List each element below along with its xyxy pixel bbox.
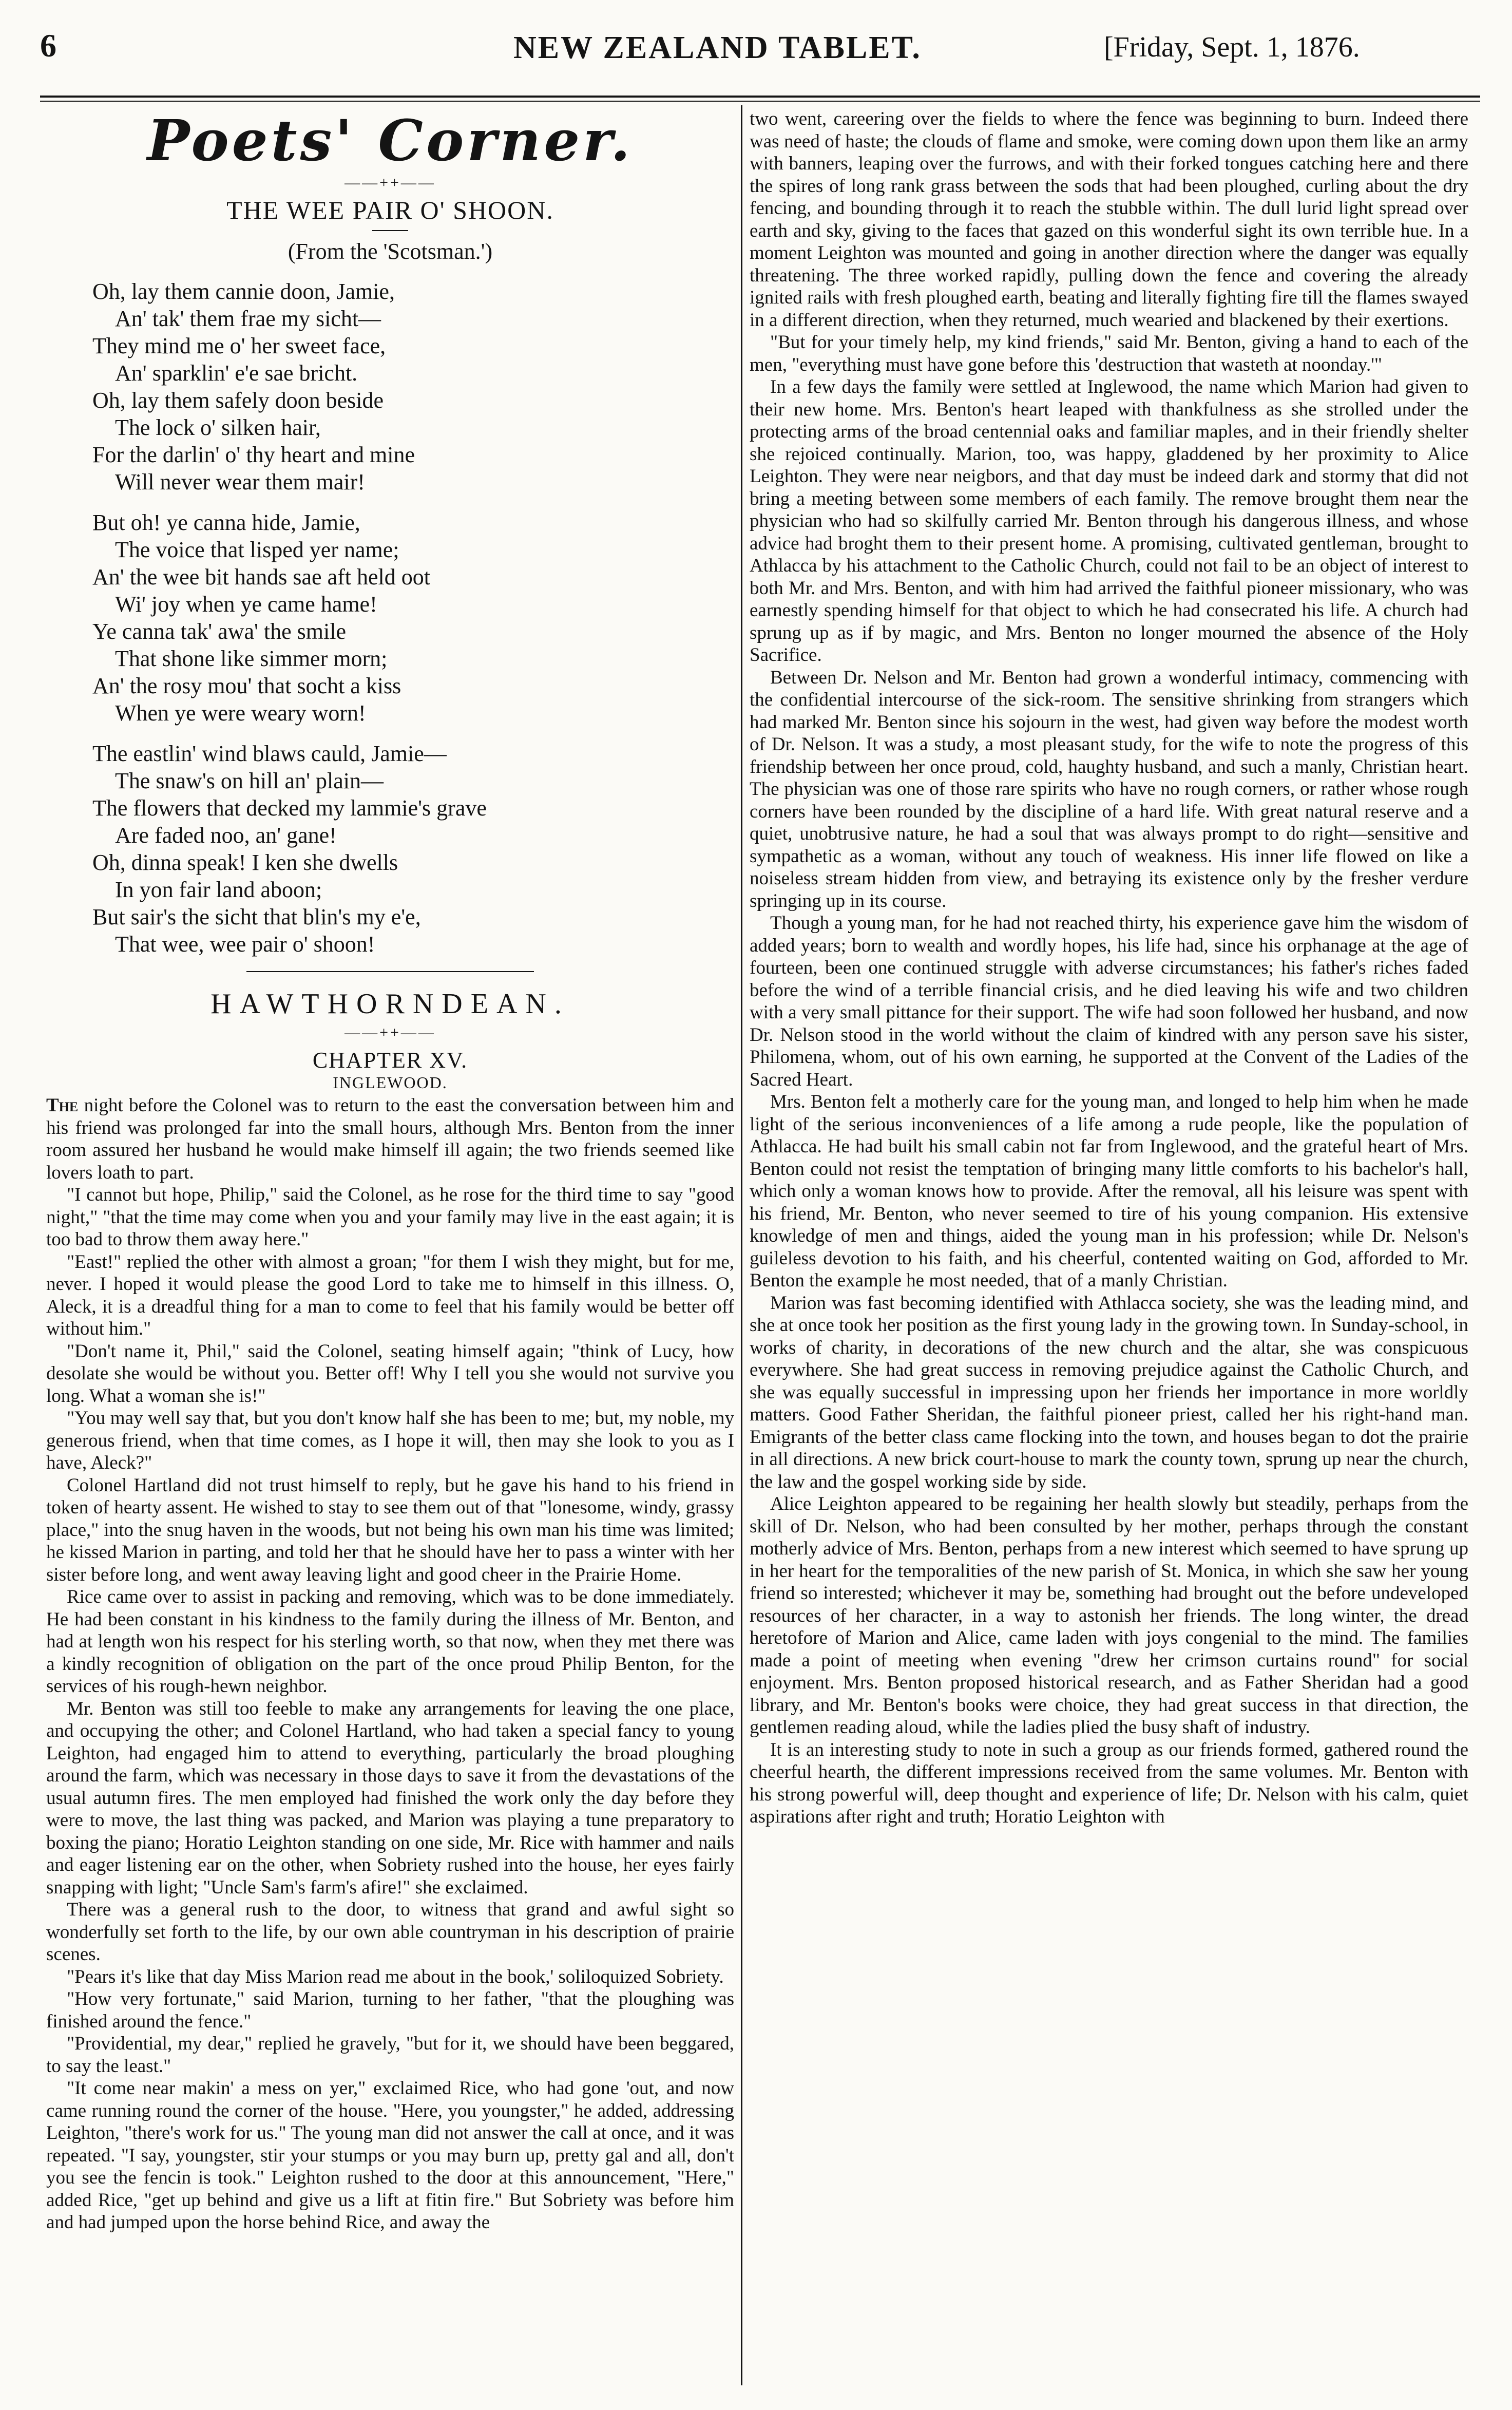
story-paragraph: "I cannot but hope, Philip," said the Colonel, as he rose for the third time to say "good night," "that the time may come when you and your family may live in the east again; it is too bad to throw them away here." bbox=[46, 1184, 734, 1250]
page-number: 6 bbox=[40, 27, 56, 64]
poem-line: Ye canna tak' awa' the smile bbox=[92, 619, 347, 644]
story-paragraph: "How very fortunate," said Marion, turning to her father, "that the ploughing was finished around the fence." bbox=[46, 1988, 734, 2032]
poem-line: The voice that lisped yer name; bbox=[115, 537, 399, 562]
poem-line: Oh, lay them safely doon beside bbox=[92, 388, 384, 413]
story-paragraph: "You may well say that, but you don't know half she has been to me; but, my noble, my generous friend, when that time comes, as I hope it will, then may she look to you as I have, Aleck?" bbox=[46, 1408, 734, 1473]
ornament-divider: ——++—— bbox=[344, 1024, 436, 1041]
story-paragraph: It is an interesting study to note in such a group as our friends formed, gathered round the cheerful hearth, the different impressions received from the same volumes. Mr. Benton with his strong powerful will, deep thought and experience of life; Dr. Nelson with his calm, quiet aspirations after right and truth; Horatio Leighton with bbox=[750, 1739, 1468, 1827]
story-paragraph: In a few days the family were settled at Inglewood, the name which Marion had given to their new home. Mrs. Benton's heart leaped with thankfulness as she strolled under the protecting arms of the broad centennial oaks and familiar maples, and in their friendly shelter she rejoiced continually. Marion, too, was happy, gladdened by her proximity to Alice Leighton. They were near neigbors, and that day must be indeed dark and stormy that did not bring a meeting between some members of each family. The remove brought them near the physician who had so skilfully carried Mr. Benton through his dangerous illness, and whose advice had broght them to their present home. A promising, cultivated gentleman, brought to Athlacca by his attachment to the Catholic Church, could not fail to be an object of interest to both Mr. and Mrs. Benton, and with him had arrived the faithful pioneer missionary, who was earnestly spending himself for that object to which he had consecrated his life. A church had sprung up as if by magic, and Mrs. Benton no longer mourned the absence of the Holy Sacrifice. bbox=[750, 376, 1468, 666]
poem-line: The eastlin' wind blaws cauld, Jamie— bbox=[92, 741, 447, 766]
issue-date: [Friday, Sept. 1, 1876. bbox=[1104, 31, 1360, 63]
story-paragraph: Though a young man, for he had not reached thirty, his experience gave him the wisdom of added years; born to wealth and wordly hopes, his life had, since his orphanage at the age of fourteen, been one continued struggle with adverse circumstances; his father's riches faded before the wind of a terrible financial crisis, and he died leaving his wife and two children with a very small pittance for their support. The wife had soon followed her husband, and now Dr. Nelson stood in the world without the claim of kindred with any person save his sister, Philomena, whom, out of his own earning, he supported at the Convent of the Ladies of the Sacred Heart. bbox=[750, 913, 1468, 1090]
poem-line: That shone like simmer morn; bbox=[115, 646, 388, 671]
header-rule-thin bbox=[40, 101, 1480, 102]
poem-line: An' sparklin' e'e sae bricht. bbox=[115, 360, 358, 386]
poem-line: That wee, wee pair o' shoon! bbox=[115, 932, 375, 957]
story-paragraph: Between Dr. Nelson and Mr. Benton had grown a wonderful intimacy, commencing with the confidential intercourse of the sick-room. The sensitive shrinking from strangers which had marked Mr. Benton since his sojourn in the west, had given way before the modest worth of Dr. Nelson. It was a study, a most pleasant study, for the wife to note the progress of this friendship between her once proud, cold, haughty husband, and such a manly, Christian heart. The physician was one of those rare spirits who have no rough corners, or rather whose rough corners have been rounded by the discipline of a hard life. With great natural reserve and a quiet, unobtrusive nature, he had a soul that was always prompt to do right—sensitive and sympathetic as a woman, without any touch of weakness. His inner life flowed on like a noiseless stream hidden from view, and betraying its existence only by the fresher verdure springing up in its course. bbox=[750, 667, 1468, 912]
poem-line: The snaw's on hill an' plain— bbox=[115, 768, 384, 793]
poem-line: The lock o' silken hair, bbox=[115, 415, 321, 440]
right-column bbox=[750, 108, 1468, 2383]
story-paragraph: "Providential, my dear," replied he gravely, "but for it, we should have been beggared, to say the least." bbox=[46, 2033, 734, 2077]
poem-line: Are faded noo, an' gane! bbox=[115, 823, 337, 848]
poem-line: Will never wear them mair! bbox=[115, 469, 365, 495]
story-paragraph: Rice came over to assist in packing and removing, which was to be done immediately. He had been constant in his kindness to the family during the illness of Mr. Benton, and had at length won his respect for his sterling worth, so that now, when they met there was a kindly recognition of obligation on the part of the once proud Philip Benton, for the services of his rough-hewn neighbor. bbox=[46, 1586, 734, 1697]
section-divider bbox=[246, 971, 534, 972]
chapter-heading: CHAPTER XV. bbox=[312, 1048, 468, 1073]
story-title: HAWTHORNDEAN. bbox=[210, 988, 570, 1020]
poem-line: Oh, lay them cannie doon, Jamie, bbox=[92, 279, 395, 304]
poem-stanza bbox=[92, 740, 734, 958]
story-paragraph: "East!" replied the other with almost a groan; "for them I wish they might, but for me, never. I hoped it would please the good Lord to take me to himself in this illness. O, Aleck, it is a dreadful thing for a man to come to feel that his family would be better off without him." bbox=[46, 1251, 734, 1339]
story-paragraph: two went, careering over the fields to where the fence was beginning to burn. Indeed there was need of haste; the clouds of flame and smoke, were coming down upon them like an army with banners, leaping over the furrows, and with their forked tongues catching here and there the spires of long rank grass between the sods that had been ploughed, curling about the dry fencing, and bounding through it to reach the stubble within. The dull lurid light spread over earth and sky, giving to the faces that gazed on this wonderful sight its own terrible hue. In a moment Leighton was mounted and going in another direction where the danger was equally threatening. The three worked rapidly, pulling down the fence and covering the already ignited rails with fresh ploughed earth, beating and literally fighting fire till the flames swayed in a different direction, when they returned, much wearied and blackened by their exertions. bbox=[750, 108, 1468, 331]
story-paragraph: Alice Leighton appeared to be regaining her health slowly but steadily, perhaps from the skill of Dr. Nelson, who had been consulted by her mother, perhaps through the constant motherly advice of Mrs. Benton, perhaps from a new interest which seemed to have sprung up in her heart for the temporalities of the new parish of St. Monica, in which she saw her young friend so interested; whichever it may be, something had brought out the before undeveloped resources of her character, in a way to astonish her friends. The long winter, the dread heretofore of Marion and Alice, came laden with joys congenial to the mind. The families made a point of meeting when evening "drew her crimson curtains round" for social enjoyment. Mrs. Benton proposed historical research, and as Father Sheridan had a good library, and Mr. Benton's books were choice, they had great success in that direction, the gentlemen reading aloud, while the ladies plied the busy shaft of industry. bbox=[750, 1493, 1468, 1738]
poem-stanza bbox=[92, 509, 734, 727]
story-paragraph: "Don't name it, Phil," said the Colonel, seating himself again; "think of Lucy, how desolate she would be without you. Better off! Why I tell you she would not survive you long. What a woman she is!" bbox=[46, 1340, 734, 1407]
story-paragraph: There was a general rush to the door, to witness that grand and awful sight so wonderfully set forth to the life, by our own able countryman in his description of prairie scenes. bbox=[46, 1899, 734, 1965]
story-paragraph: "It come near makin' a mess on yer," exclaimed Rice, who had gone 'out, and now came running round the corner of the house. "Here, you youngster," he added, addressing Leighton, "there's work for us." The young man did not answer the call at once, and it was repeated. "I say, youngster, stir your stumps or you may burn up, pretty gal and all, don't you see the fencin is took." Leighton rushed to the door at this announcement, "Here," added Rice, "get up behind and give us a lift at fitin fire." But Sobriety was before him and had jumped upon the horse behind Rice, and away the bbox=[46, 2078, 734, 2233]
poem-source: (From the 'Scotsman.') bbox=[288, 239, 493, 264]
poem-line: For the darlin' o' thy heart and mine bbox=[92, 442, 415, 467]
poem-stanza bbox=[92, 278, 734, 496]
poets-corner-title: Poets' Corner. bbox=[147, 108, 634, 174]
poem-line: Wi' joy when ye came hame! bbox=[115, 592, 377, 617]
story-paragraph: Mr. Benton was still too feeble to make any arrangements for leaving the one place, and occupying the other; and Colonel Hartland, who had taken a special fancy to young Leighton, had engaged him to attend to everything, particularly the broad ploughing around the farm, which was necessary in those days to save it from the devastations of the usual autumn fires. The men employed had finished the work only the day before they were to move, the last thing was packed, and Marion was playing a tune preparatory to boxing the piano; Horatio Leighton standing on one side, Mr. Rice with hammer and nails and eager listening ear on the other, when Sobriety rushed into the house, her eyes fairly snapping with light; "Uncle Sam's farm's afire!" she exclaimed. bbox=[46, 1698, 734, 1898]
story-paragraph bbox=[46, 1094, 734, 1184]
header-rule bbox=[40, 96, 1480, 98]
paragraph-text: night before the Colonel was to return to the east the conversation between him and his friend was prolonged far into the small hours, although Mrs. Benton from the inner room assured her husband he would make himself ill again; the two friends seemed like lovers loath to part. bbox=[46, 1095, 734, 1183]
story-paragraph: "Pears it's like that day Miss Marion read me about in the book,' soliloquized Sobriety. bbox=[67, 1966, 724, 1987]
poem-line: But sair's the sicht that blin's my e'e, bbox=[92, 904, 421, 929]
chapter-subtitle: INGLEWOOD. bbox=[333, 1073, 448, 1092]
poem-line: An' the rosy mou' that socht a kiss bbox=[92, 673, 401, 698]
story-text-left bbox=[46, 1094, 734, 2234]
publication-title: NEW ZEALAND TABLET. bbox=[513, 30, 922, 65]
poem-line: They mind me o' her sweet face, bbox=[92, 333, 386, 358]
opening-word: The bbox=[46, 1095, 79, 1116]
poem-line: The flowers that decked my lammie's grave bbox=[92, 795, 487, 821]
poem-line: An' the wee bit hands sae aft held oot bbox=[92, 564, 430, 590]
story-paragraph: Mrs. Benton felt a motherly care for the young man, and longed to help him when he made light of the serious inconveniences of a life among a rude people, like the population of Athlacca. He had built his small cabin not far from Inglewood, and the grateful heart of Mrs. Benton could not resist the temptation of bringing many little comforts to his bachelor's hall, which only a woman knows how to provide. After the removal, all his leisure was spent with his friend, Mr. Benton, who never seemed to tire of his young companion. His extensive knowledge of men and things, aided the young man in his profession; while Dr. Nelson's guileless devotion to his faith, and his cheerful, contented waiting on God, afforded to Mr. Benton the example he most needed, that of a manly Christian. bbox=[750, 1091, 1468, 1291]
poem-line: An' tak' them frae my sicht— bbox=[115, 306, 381, 331]
story-paragraph: "But for your timely help, my kind friends," said Mr. Benton, giving a hand to each of the men, "everything must have gone before this 'destruction that wasteth at noonday.'" bbox=[750, 332, 1468, 375]
left-column bbox=[46, 108, 734, 2383]
poem-line: Oh, dinna speak! I ken she dwells bbox=[92, 850, 398, 875]
story-paragraph: Marion was fast becoming identified with Athlacca society, she was the leading mind, and she at once took her position as the first young lady in the growing town. In Sunday-school, in works of charity, in decorations of the new church and the altar, she was conspicuous everywhere. She had great success in removing prejudice against the Catholic Church, and she was equally successful in impressing upon her friends her importance in more worldly matters. Good Father Sheridan, the faithful pioneer priest, called her his right-hand man. Emigrants of the better class came flocking into the town, and houses began to dot the prairie in all directions. A new brick court-house to mark the county town, sprung up near the church, the law and the gospel working side by side. bbox=[750, 1292, 1468, 1492]
short-divider bbox=[372, 230, 408, 231]
poem-title: THE WEE PAIR O' SHOON. bbox=[226, 196, 554, 224]
ornament-divider: ——++—— bbox=[344, 174, 436, 191]
poem-line: In yon fair land aboon; bbox=[115, 877, 322, 902]
poem-body bbox=[46, 278, 734, 958]
poem-line: When ye were weary worn! bbox=[115, 700, 366, 726]
poem-line: But oh! ye canna hide, Jamie, bbox=[92, 510, 360, 535]
story-text-right bbox=[750, 108, 1468, 1828]
column-separator bbox=[741, 105, 742, 2385]
story-paragraph: Colonel Hartland did not trust himself to reply, but he gave his hand to his friend in token of hearty assent. He wished to stay to see them out of that "lonesome, windy, grassy place," into the snug haven in the woods, but not being his own man his time was limited; he kissed Marion in parting, and told her that he should have her to pass a winter with her sister before long, and went away leaving light and good cheer in the Prairie Home. bbox=[46, 1474, 734, 1585]
